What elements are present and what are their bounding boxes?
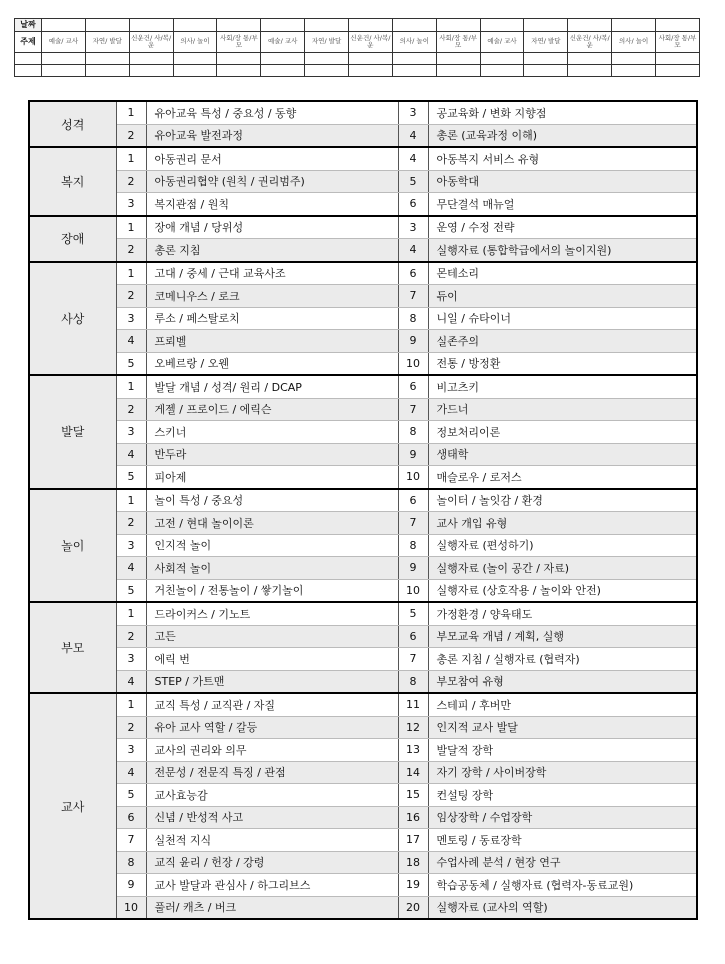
blank-cell (436, 53, 480, 65)
left-item-number: 1 (116, 101, 146, 124)
right-item-text: 학습공동체 / 실행자료 (협력자-동료교원) (428, 874, 697, 897)
date-cell (42, 19, 86, 32)
left-item-text: 고대 / 중세 / 근대 교육사조 (146, 262, 398, 285)
subject-cell: 예술/ 교사 (42, 32, 86, 53)
table-row (29, 147, 697, 170)
right-item-text: 매슬로우 / 로저스 (428, 466, 697, 489)
right-item-number: 10 (398, 579, 428, 602)
schedule-topic-row (15, 32, 700, 53)
table-row (29, 670, 697, 693)
right-item-text: 운영 / 수정 전략 (428, 216, 697, 239)
category-label: 발달 (29, 375, 116, 489)
blank-cell (173, 65, 217, 77)
subject-cell: 자연/ 발달 (305, 32, 349, 53)
blank-cell (129, 53, 173, 65)
blank-cell (612, 53, 656, 65)
left-item-number: 1 (116, 375, 146, 398)
left-item-text: 거친놀이 / 전통놀이 / 쌓기놀이 (146, 579, 398, 602)
right-item-number: 6 (398, 489, 428, 512)
table-row (29, 307, 697, 330)
blank-cell (392, 53, 436, 65)
category-label: 놀이 (29, 489, 116, 603)
right-item-text: 실행자료 (통합학급에서의 놀이지원) (428, 239, 697, 262)
left-item-text: 유아교육 발전과정 (146, 124, 398, 147)
left-item-text: 사회적 놀이 (146, 557, 398, 580)
right-item-text: 실존주의 (428, 330, 697, 353)
right-item-text: 정보처리이론 (428, 421, 697, 444)
right-item-number: 5 (398, 170, 428, 193)
subject-cell: 자연/ 발달 (524, 32, 568, 53)
right-item-number: 19 (398, 874, 428, 897)
subject-cell: 사회/장 통/부모 (656, 32, 700, 53)
left-item-number: 10 (116, 896, 146, 919)
blank-cell (656, 53, 700, 65)
left-item-text: 스키너 (146, 421, 398, 444)
blank-cell (85, 53, 129, 65)
table-row (29, 739, 697, 762)
blank-cell (42, 53, 86, 65)
right-item-number: 12 (398, 716, 428, 739)
table-row (29, 170, 697, 193)
left-item-text: 드라이커스 / 기노트 (146, 602, 398, 625)
right-item-number: 4 (398, 124, 428, 147)
right-item-number: 5 (398, 602, 428, 625)
table-row (29, 421, 697, 444)
right-item-number: 6 (398, 262, 428, 285)
left-item-number: 5 (116, 466, 146, 489)
left-item-text: 고든 (146, 625, 398, 648)
blank-cell (15, 53, 42, 65)
blank-cell (261, 65, 305, 77)
right-item-number: 9 (398, 330, 428, 353)
left-item-text: 신념 / 반성적 사고 (146, 806, 398, 829)
left-item-text: 게젤 / 프로이드 / 에릭슨 (146, 398, 398, 421)
left-item-text: 실천적 지식 (146, 829, 398, 852)
right-item-number: 11 (398, 693, 428, 716)
right-item-number: 16 (398, 806, 428, 829)
right-item-number: 7 (398, 648, 428, 671)
blank-cell (568, 53, 612, 65)
table-row (29, 625, 697, 648)
right-item-text: 무단결석 매뉴얼 (428, 193, 697, 216)
left-item-text: 복지관점 / 원칙 (146, 193, 398, 216)
date-cell (524, 19, 568, 32)
date-cell (261, 19, 305, 32)
left-item-text: 교직 특성 / 교직관 / 자질 (146, 693, 398, 716)
table-row (29, 285, 697, 308)
left-item-text: 풀러/ 캐츠 / 버크 (146, 896, 398, 919)
date-cell (85, 19, 129, 32)
table-row (29, 262, 697, 285)
left-item-number: 1 (116, 262, 146, 285)
left-item-text: 아동권리협약 (원칙 / 권리범주) (146, 170, 398, 193)
table-row (29, 239, 697, 262)
left-item-number: 2 (116, 398, 146, 421)
table-row (29, 829, 697, 852)
date-cell (349, 19, 393, 32)
right-item-number: 20 (398, 896, 428, 919)
right-item-number: 4 (398, 239, 428, 262)
schedule-blank-row (15, 65, 700, 77)
table-row (29, 896, 697, 919)
right-item-text: 실행자료 (놀이 공간 / 자료) (428, 557, 697, 580)
right-item-text: 실행자료 (교사의 역할) (428, 896, 697, 919)
blank-cell (217, 53, 261, 65)
right-item-text: 듀이 (428, 285, 697, 308)
right-item-number: 10 (398, 466, 428, 489)
left-item-number: 7 (116, 829, 146, 852)
left-item-number: 1 (116, 489, 146, 512)
left-item-number: 4 (116, 761, 146, 784)
left-item-text: 프뢰벨 (146, 330, 398, 353)
right-item-text: 놀이터 / 놀잇감 / 환경 (428, 489, 697, 512)
left-item-text: STEP / 가트맨 (146, 670, 398, 693)
table-row (29, 851, 697, 874)
left-item-number: 2 (116, 124, 146, 147)
right-item-number: 9 (398, 557, 428, 580)
table-row (29, 216, 697, 239)
left-item-number: 5 (116, 579, 146, 602)
blank-cell (15, 65, 42, 77)
topic-label: 주제 (15, 32, 42, 53)
table-row (29, 534, 697, 557)
left-item-text: 교사의 권리와 의무 (146, 739, 398, 762)
table-row (29, 489, 697, 512)
blank-cell (349, 65, 393, 77)
left-item-text: 발달 개념 / 성격/ 원리 / DCAP (146, 375, 398, 398)
right-item-number: 15 (398, 784, 428, 807)
right-item-number: 6 (398, 625, 428, 648)
table-row (29, 602, 697, 625)
right-item-number: 7 (398, 398, 428, 421)
right-item-number: 6 (398, 375, 428, 398)
right-item-text: 아동복지 서비스 유형 (428, 147, 697, 170)
right-item-number: 17 (398, 829, 428, 852)
left-item-number: 2 (116, 285, 146, 308)
table-row (29, 512, 697, 535)
right-item-text: 전통 / 방정환 (428, 352, 697, 375)
left-item-number: 4 (116, 330, 146, 353)
right-item-number: 10 (398, 352, 428, 375)
subject-cell: 자연/ 발달 (85, 32, 129, 53)
blank-cell (480, 65, 524, 77)
left-item-text: 인지적 놀이 (146, 534, 398, 557)
right-item-number: 7 (398, 512, 428, 535)
right-item-text: 아동학대 (428, 170, 697, 193)
left-item-number: 3 (116, 421, 146, 444)
table-row (29, 557, 697, 580)
subject-cell: 사회/장 통/부모 (436, 32, 480, 53)
table-row (29, 330, 697, 353)
category-label: 장애 (29, 216, 116, 262)
left-item-number: 2 (116, 625, 146, 648)
blank-cell (217, 65, 261, 77)
category-label: 교사 (29, 693, 116, 919)
right-item-number: 18 (398, 851, 428, 874)
left-item-number: 3 (116, 739, 146, 762)
left-item-text: 루소 / 페스탈로치 (146, 307, 398, 330)
right-item-number: 3 (398, 216, 428, 239)
left-item-number: 3 (116, 648, 146, 671)
left-item-number: 3 (116, 534, 146, 557)
blank-cell (129, 65, 173, 77)
left-item-number: 4 (116, 670, 146, 693)
subject-cell: 신운건/ 사/복/운 (349, 32, 393, 53)
date-cell (656, 19, 700, 32)
date-cell (612, 19, 656, 32)
table-row (29, 693, 697, 716)
left-item-text: 교사효능감 (146, 784, 398, 807)
right-item-text: 몬테소리 (428, 262, 697, 285)
blank-cell (42, 65, 86, 77)
right-item-number: 3 (398, 101, 428, 124)
date-cell (173, 19, 217, 32)
subject-cell: 예술/ 교사 (261, 32, 305, 53)
right-item-text: 생태학 (428, 443, 697, 466)
right-item-text: 총론 지침 / 실행자료 (협력자) (428, 648, 697, 671)
table-row (29, 784, 697, 807)
table-row (29, 806, 697, 829)
right-item-number: 6 (398, 193, 428, 216)
blank-cell (480, 53, 524, 65)
blank-cell (568, 65, 612, 77)
left-item-number: 1 (116, 147, 146, 170)
date-cell (129, 19, 173, 32)
left-item-number: 1 (116, 602, 146, 625)
left-item-number: 6 (116, 806, 146, 829)
right-item-number: 8 (398, 534, 428, 557)
blank-cell (524, 53, 568, 65)
table-row (29, 124, 697, 147)
table-row (29, 716, 697, 739)
blank-cell (305, 53, 349, 65)
table-row (29, 466, 697, 489)
schedule-date-row (15, 19, 700, 32)
right-item-text: 멘토링 / 동료장학 (428, 829, 697, 852)
left-item-text: 총론 지침 (146, 239, 398, 262)
date-cell (480, 19, 524, 32)
right-item-number: 8 (398, 670, 428, 693)
category-label: 사상 (29, 262, 116, 376)
right-item-text: 가정환경 / 양육태도 (428, 602, 697, 625)
category-label: 성격 (29, 101, 116, 147)
table-row (29, 193, 697, 216)
subject-cell: 사회/장 통/부모 (217, 32, 261, 53)
date-cell (568, 19, 612, 32)
blank-cell (612, 65, 656, 77)
right-item-number: 8 (398, 421, 428, 444)
table-row (29, 398, 697, 421)
right-item-number: 4 (398, 147, 428, 170)
right-item-number: 9 (398, 443, 428, 466)
subject-cell: 신운건/ 사/복/운 (568, 32, 612, 53)
category-label: 복지 (29, 147, 116, 216)
left-item-number: 3 (116, 193, 146, 216)
date-cell (305, 19, 349, 32)
left-item-text: 유아 교사 역할 / 갈등 (146, 716, 398, 739)
blank-cell (349, 53, 393, 65)
right-item-text: 스테피 / 후버만 (428, 693, 697, 716)
blank-cell (305, 65, 349, 77)
right-item-text: 실행자료 (편성하기) (428, 534, 697, 557)
blank-cell (85, 65, 129, 77)
table-row (29, 761, 697, 784)
subject-cell: 의사/ 놀이 (173, 32, 217, 53)
left-item-number: 4 (116, 443, 146, 466)
right-item-text: 니일 / 슈타이너 (428, 307, 697, 330)
right-item-text: 비고츠키 (428, 375, 697, 398)
right-item-number: 13 (398, 739, 428, 762)
left-item-number: 1 (116, 693, 146, 716)
subject-cell: 예술/ 교사 (480, 32, 524, 53)
left-item-number: 3 (116, 307, 146, 330)
left-item-number: 8 (116, 851, 146, 874)
blank-cell (392, 65, 436, 77)
left-item-text: 에릭 번 (146, 648, 398, 671)
right-item-number: 7 (398, 285, 428, 308)
right-item-text: 수업사례 분석 / 현장 연구 (428, 851, 697, 874)
left-item-text: 교직 윤리 / 헌장 / 강령 (146, 851, 398, 874)
blank-cell (656, 65, 700, 77)
right-item-text: 임상장학 / 수업장학 (428, 806, 697, 829)
left-item-number: 5 (116, 352, 146, 375)
right-item-text: 공교육화 / 변화 지향점 (428, 101, 697, 124)
category-label: 부모 (29, 602, 116, 693)
left-item-number: 2 (116, 170, 146, 193)
left-item-number: 2 (116, 512, 146, 535)
blank-cell (173, 53, 217, 65)
left-item-text: 놀이 특성 / 중요성 (146, 489, 398, 512)
left-item-text: 교사 발달과 관심사 / 하그리브스 (146, 874, 398, 897)
left-item-number: 2 (116, 716, 146, 739)
left-item-number: 1 (116, 216, 146, 239)
date-cell (436, 19, 480, 32)
left-item-number: 5 (116, 784, 146, 807)
schedule-grid (14, 18, 700, 77)
date-cell (392, 19, 436, 32)
date-label: 날짜 (15, 19, 42, 32)
left-item-text: 유아교육 특성 / 중요성 / 동향 (146, 101, 398, 124)
left-item-text: 아동권리 문서 (146, 147, 398, 170)
schedule-blank-row (15, 53, 700, 65)
right-item-text: 인지적 교사 발달 (428, 716, 697, 739)
date-cell (217, 19, 261, 32)
blank-cell (524, 65, 568, 77)
left-item-text: 장애 개념 / 당위성 (146, 216, 398, 239)
table-row (29, 375, 697, 398)
right-item-text: 컨설팅 장학 (428, 784, 697, 807)
table-row (29, 648, 697, 671)
right-item-text: 교사 개입 유형 (428, 512, 697, 535)
left-item-text: 오베르랑 / 오웬 (146, 352, 398, 375)
subject-cell: 신운건/ 사/복/운 (129, 32, 173, 53)
right-item-text: 실행자료 (상호작용 / 놀이와 안전) (428, 579, 697, 602)
left-item-text: 전문성 / 전문직 특징 / 관점 (146, 761, 398, 784)
table-row (29, 352, 697, 375)
right-item-text: 부모참여 유형 (428, 670, 697, 693)
left-item-text: 반두라 (146, 443, 398, 466)
left-item-number: 4 (116, 557, 146, 580)
table-row (29, 101, 697, 124)
table-row (29, 579, 697, 602)
curriculum-table (28, 100, 698, 920)
right-item-text: 자기 장학 / 사이버장학 (428, 761, 697, 784)
right-item-text: 가드너 (428, 398, 697, 421)
table-row (29, 443, 697, 466)
left-item-number: 9 (116, 874, 146, 897)
right-item-text: 부모교육 개념 / 계획, 실행 (428, 625, 697, 648)
blank-cell (261, 53, 305, 65)
left-item-text: 코메니우스 / 로크 (146, 285, 398, 308)
right-item-number: 14 (398, 761, 428, 784)
table-row (29, 874, 697, 897)
right-item-text: 발달적 장학 (428, 739, 697, 762)
blank-cell (436, 65, 480, 77)
right-item-number: 8 (398, 307, 428, 330)
left-item-text: 피아제 (146, 466, 398, 489)
subject-cell: 의사/ 놀이 (612, 32, 656, 53)
right-item-text: 총론 (교육과정 이해) (428, 124, 697, 147)
left-item-number: 2 (116, 239, 146, 262)
left-item-text: 고전 / 현대 놀이이론 (146, 512, 398, 535)
subject-cell: 의사/ 놀이 (392, 32, 436, 53)
